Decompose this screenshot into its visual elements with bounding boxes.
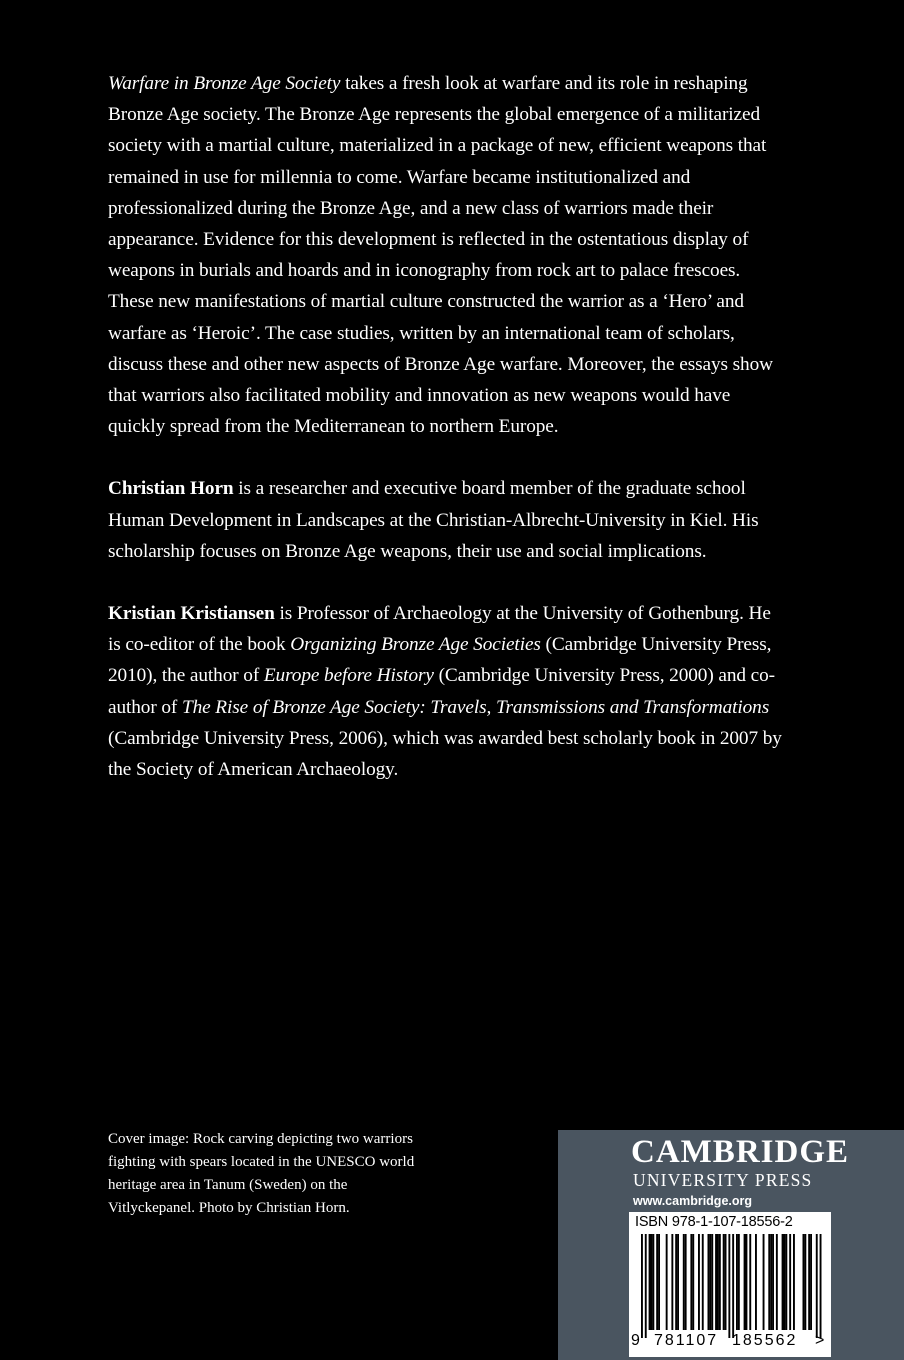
barcode-bar xyxy=(692,1234,694,1330)
editor-name-kristiansen: Kristian Kristiansen xyxy=(108,603,275,625)
book-citation: Organizing Bronze Age Societies xyxy=(290,634,541,656)
barcode-bar xyxy=(816,1234,818,1338)
barcode-bar xyxy=(776,1234,778,1330)
barcode-bar xyxy=(770,1234,772,1330)
barcode-bar xyxy=(698,1234,700,1330)
barcode-bar xyxy=(641,1234,643,1338)
barcode-bar xyxy=(715,1234,717,1330)
barcode-bar xyxy=(803,1234,805,1330)
barcode-bar xyxy=(652,1234,654,1330)
barcode-digits-left: 781107 xyxy=(654,1332,719,1349)
bio-text: (Cambridge University Press, 2010), the author of xyxy=(108,634,772,687)
barcode-bar xyxy=(719,1234,721,1330)
barcode-bar xyxy=(651,1234,653,1330)
barcode-bar xyxy=(736,1234,738,1330)
barcode-bar xyxy=(658,1234,660,1330)
barcode-bar xyxy=(820,1234,822,1338)
barcode-bar xyxy=(709,1234,711,1330)
barcode-bar xyxy=(782,1234,784,1330)
isbn-label: ISBN 978-1-107-18556-2 xyxy=(635,1214,793,1230)
barcode-bar xyxy=(645,1234,647,1338)
barcode-bar xyxy=(732,1234,734,1338)
barcode-bar xyxy=(683,1234,685,1330)
barcode-bar xyxy=(656,1234,658,1330)
barcode-bar xyxy=(763,1234,765,1330)
barcode-bar xyxy=(666,1234,668,1330)
barcode-bar xyxy=(755,1234,757,1330)
bio-text: (Cambridge University Press, 2000) and co-author of xyxy=(108,665,775,718)
book-title: Warfare in Bronze Age Society xyxy=(108,73,341,94)
publisher-url[interactable]: www.cambridge.org xyxy=(633,1194,753,1208)
barcode-bar xyxy=(728,1234,730,1338)
editor-bio-horn xyxy=(108,473,788,567)
editor-bio-text-horn: is a researcher and executive board member of the graduate school Human Development in Landscapes at the Christian-Albrecht-University in Kiel. His scholarship focuses on Bronze Age weapons, their use and social implications. xyxy=(108,478,759,562)
barcode-bar xyxy=(749,1234,751,1330)
barcode-bar xyxy=(746,1234,748,1330)
bio-text: is Professor of Archaeology at the University of Gothenburg. He is co-editor of the book xyxy=(108,603,771,656)
barcode-bar xyxy=(690,1234,692,1330)
barcode-bar xyxy=(768,1234,770,1330)
cover-image-credit: Cover image: Rock carving depicting two warriors fighting with spears located in the UNESCO world heritage area in Tanum (Sweden) on the Vitlyckepanel. Photo by Christian Horn. xyxy=(108,1131,415,1216)
description-paragraph xyxy=(108,68,788,442)
barcode-bar xyxy=(793,1234,795,1330)
barcode-bar xyxy=(708,1234,710,1330)
bio-text: (Cambridge University Press, 2006), which was awarded best scholarly book in 2007 by the Society of American Archaeology. xyxy=(108,727,782,781)
editor-name-horn: Christian Horn xyxy=(108,478,234,500)
editor-bio-kristiansen xyxy=(108,598,788,785)
barcode-bar xyxy=(725,1234,727,1330)
barcode-bar xyxy=(649,1234,651,1330)
publisher-subtitle: UNIVERSITY PRESS xyxy=(633,1170,813,1190)
barcode-bar xyxy=(738,1234,740,1330)
barcode-bar xyxy=(711,1234,713,1330)
publisher-name: CAMBRIDGE xyxy=(631,1134,850,1170)
barcode-digit-first: 9 xyxy=(631,1332,640,1349)
barcode-bar xyxy=(702,1234,704,1330)
barcode-bar xyxy=(808,1234,810,1330)
barcode-bar xyxy=(671,1234,673,1330)
barcode-bar xyxy=(804,1234,806,1330)
barcode-bar xyxy=(784,1234,786,1330)
book-citation: The Rise of Bronze Age Society: Travels, Transmissions and Transformations xyxy=(181,696,770,718)
barcode-bar xyxy=(677,1234,679,1330)
barcode-bar xyxy=(785,1234,787,1330)
book-citation: Europe before History xyxy=(263,665,434,687)
barcode-bar xyxy=(675,1234,677,1330)
barcode-bar xyxy=(685,1234,687,1330)
barcode-bar xyxy=(772,1234,774,1330)
barcode-digits-right: 185562 xyxy=(732,1332,798,1349)
barcode-bar xyxy=(810,1234,812,1330)
barcode-bar xyxy=(723,1234,725,1330)
description-text: takes a fresh look at warfare and its role in reshaping Bronze Age society. The Bronze Age represents the global emergence of a militarized society with a martial culture, materialized in a package of new, efficient weapons that remained in use for millennia to come. Warfare became institutionalized and professionalized during the Bronze Age, and a new class of warriors made their appearance. Evidence for this development is reflected in the ostentatious display of weapons in burials and hoards and in iconography from rock art to palace frescoes. These new manifestations of martial culture constructed the warrior as a ‘Hero’ and warfare as ‘Heroic’. The case studies, written by an international team of scholars, discuss these and other new aspects of Bronze Age warfare. Moreover, the essays show that warriors also facilitated mobility and innovation as new weapons would have quickly spread from the Mediterranean to northern Europe. xyxy=(108,73,773,438)
barcode-bar xyxy=(717,1234,719,1330)
back-cover-blurb xyxy=(108,68,788,785)
barcode-bar xyxy=(789,1234,791,1330)
publisher-panel xyxy=(558,1130,904,1360)
barcode xyxy=(629,1212,831,1357)
barcode-quiet-mark: > xyxy=(815,1332,825,1349)
barcode-bar xyxy=(744,1234,746,1330)
